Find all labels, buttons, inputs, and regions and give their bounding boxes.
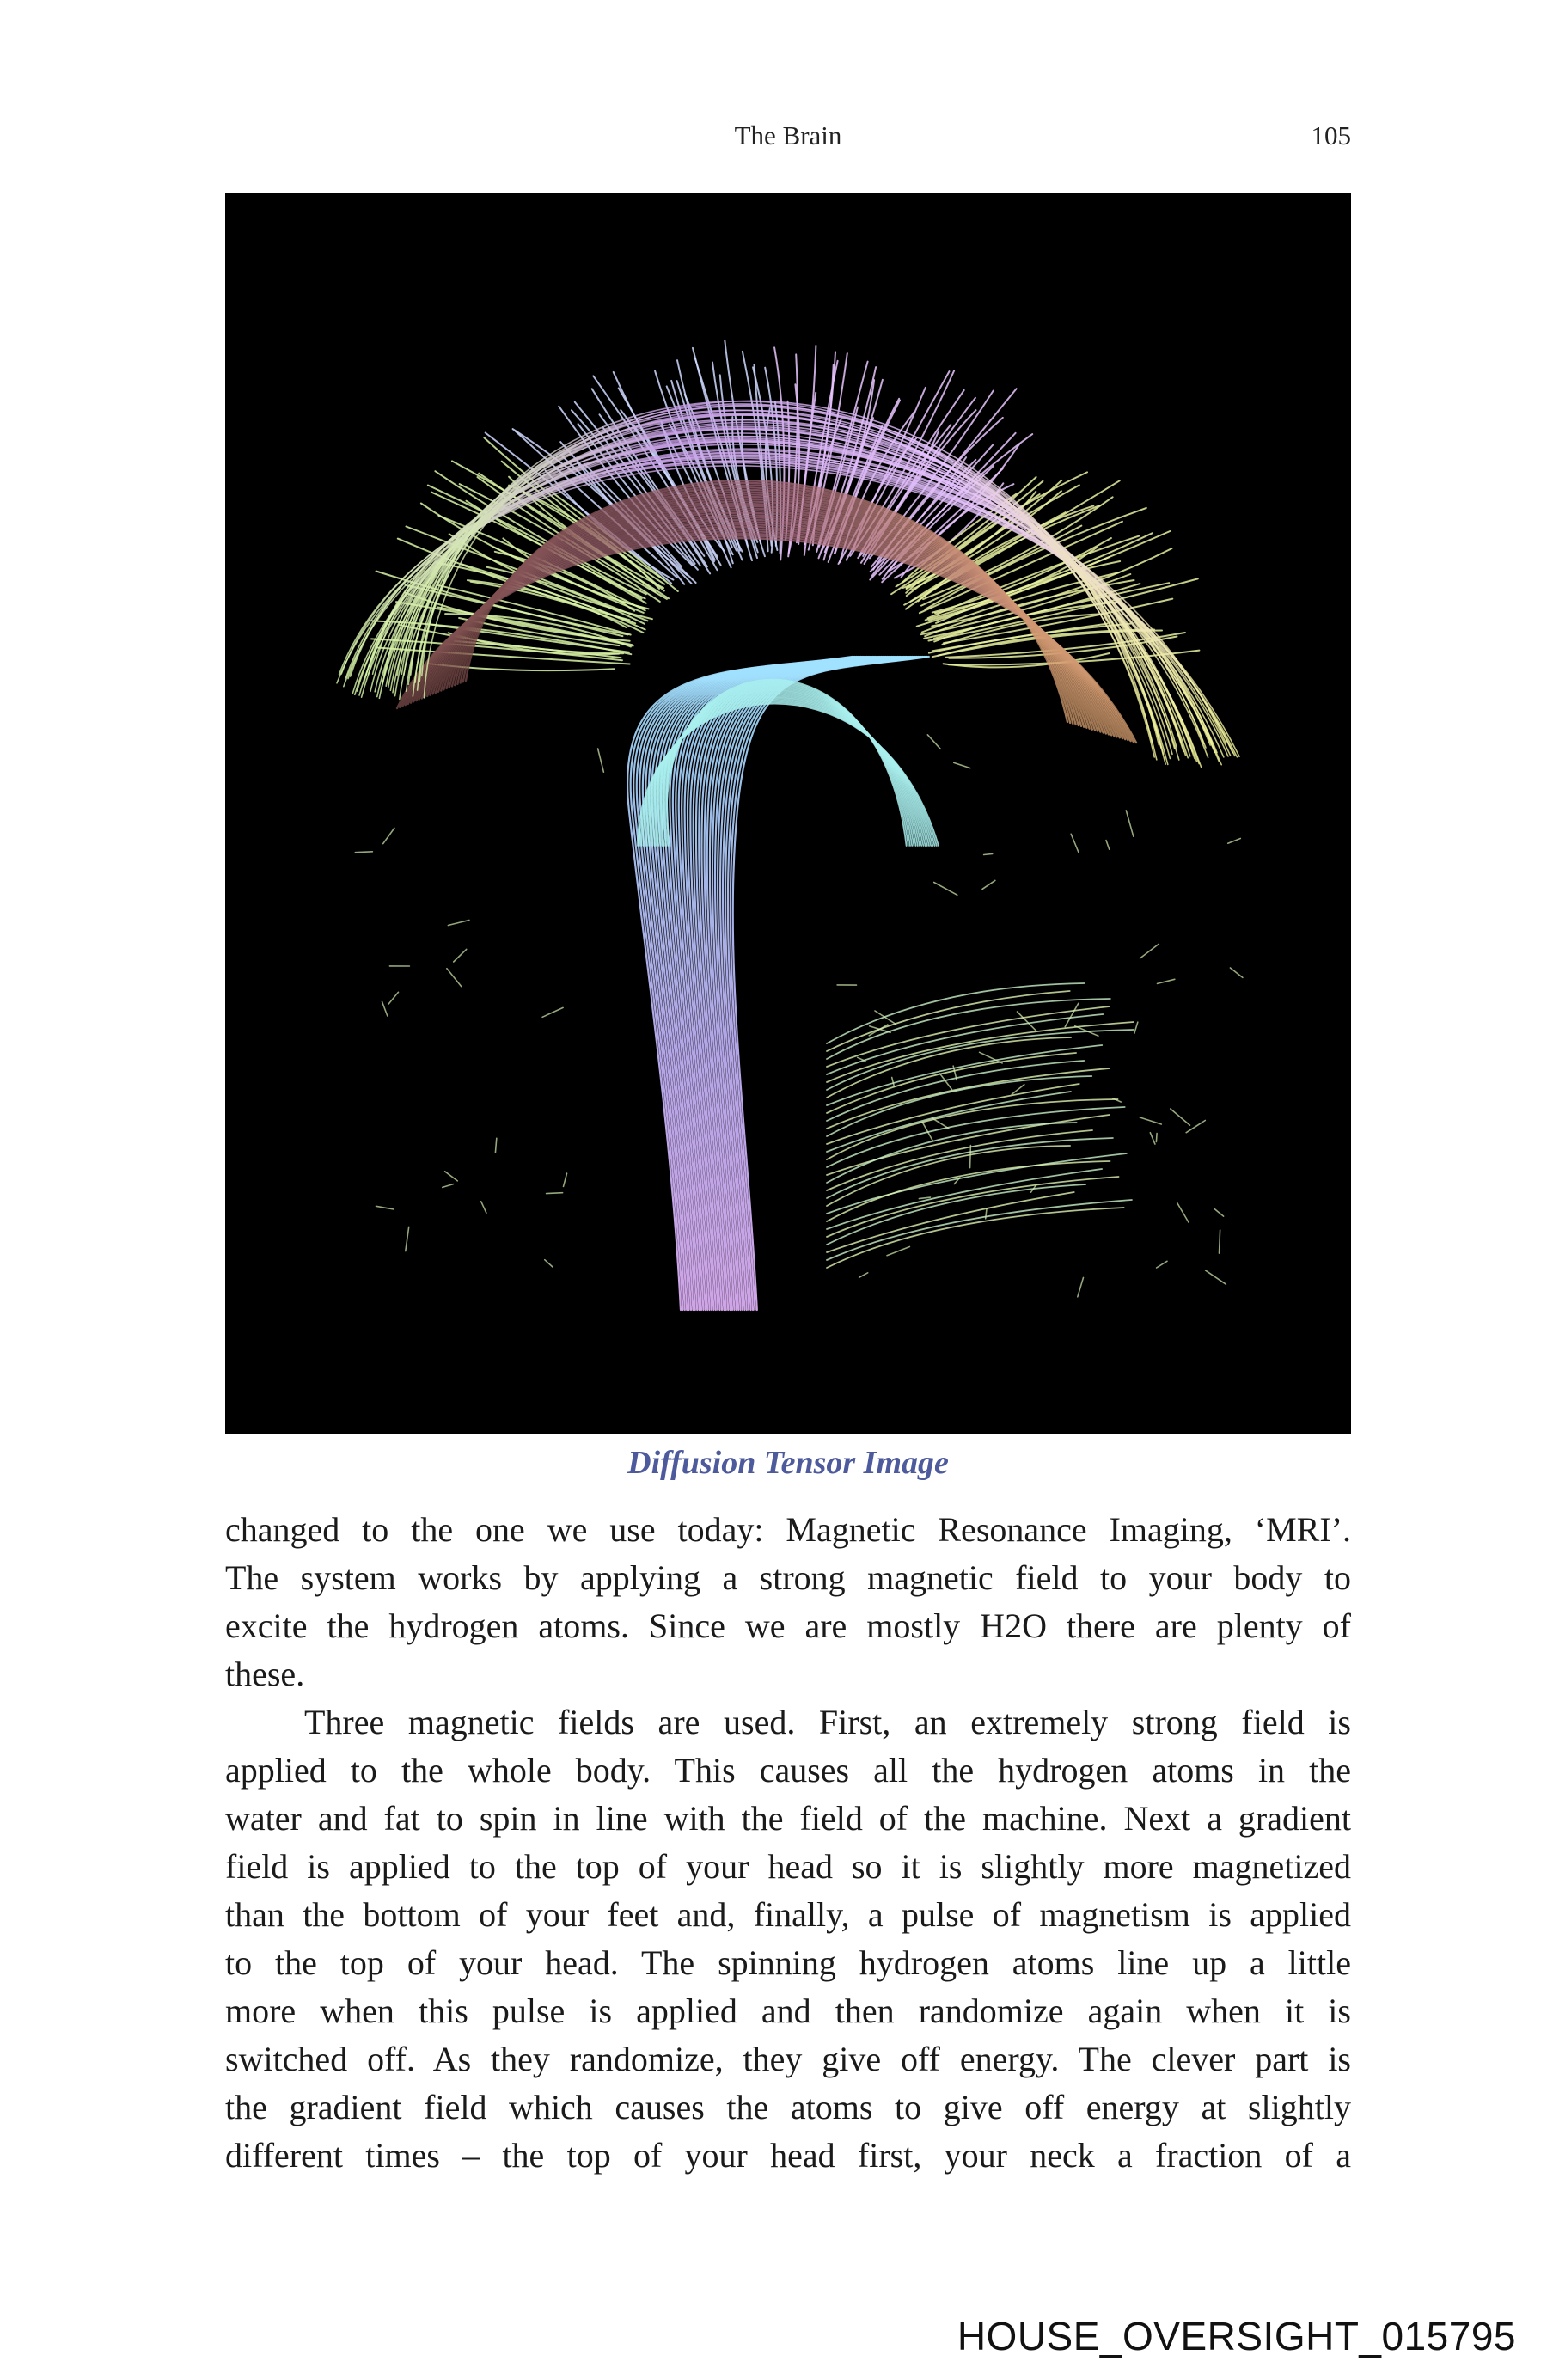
- diffusion-tensor-image: [225, 193, 1351, 1434]
- bates-number: HOUSE_OVERSIGHT_015795: [957, 2314, 1516, 2359]
- fiber-fragment: [927, 735, 940, 749]
- fiber-fragment: [859, 1273, 868, 1278]
- body-text: [225, 1506, 1351, 2180]
- fiber-fragment: [1071, 834, 1079, 852]
- fiber-fragment: [445, 1172, 458, 1181]
- fiber-fragment: [447, 969, 462, 987]
- text-line: excite the hydrogen atoms. Since we are mostly H2O there are plenty of: [225, 1606, 1351, 1645]
- page-number: 105: [1311, 120, 1351, 150]
- fiber-fragment: [481, 1202, 486, 1213]
- fiber-fragment: [382, 1001, 388, 1016]
- fiber-fragment: [954, 762, 970, 768]
- text-line: switched off. As they randomize, they give off energy. The clever part is: [225, 2040, 1351, 2078]
- fiber-fragment: [383, 828, 394, 843]
- text-line: different times – the top of your head first, your neck a fraction of a: [225, 2136, 1351, 2175]
- fiber-fragment: [1186, 1121, 1205, 1133]
- text-line: field is applied to the top of your head so it is slightly more magnetized: [225, 1847, 1351, 1886]
- text-line: water and fat to spin in line with the field of the machine. Next a gradient: [225, 1799, 1351, 1838]
- fiber-fragment: [448, 921, 469, 926]
- fiber-fragment: [982, 880, 995, 889]
- fiber-fragment: [1126, 811, 1134, 836]
- fornix-fiber: [656, 689, 920, 846]
- fiber-fragment: [1171, 1109, 1190, 1125]
- fiber-fragment: [547, 1193, 563, 1194]
- fiber-fragment: [542, 1007, 563, 1017]
- running-head: [225, 120, 1351, 163]
- text-line: applied to the whole body. This causes all the hydrogen atoms in the: [225, 1751, 1351, 1790]
- brainstem-fiber: [725, 657, 923, 1310]
- fiber-fragment: [1206, 1270, 1226, 1284]
- fiber-fragment: [1230, 968, 1243, 977]
- fiber-fragment: [1078, 1277, 1084, 1296]
- fiber-fragment: [454, 949, 467, 962]
- fiber-fragment: [1134, 1022, 1138, 1033]
- cerebellar-fiber: [827, 1200, 1132, 1260]
- fiber-fragment: [1156, 1134, 1157, 1142]
- fiber-fragment: [984, 853, 993, 854]
- fiber-fragment: [1065, 1003, 1079, 1026]
- text-line: changed to the one we use today: Magnetic Resonance Imaging, ‘MRI’.: [225, 1510, 1351, 1549]
- text-line: the gradient field which causes the atoms to give off energy at slightly: [225, 2088, 1351, 2126]
- callosal-fiber: [402, 534, 1130, 741]
- fiber-fragment: [934, 883, 957, 896]
- fiber-fragment: [1158, 979, 1175, 983]
- fiber-fragment: [932, 1118, 949, 1129]
- fiber-fragment: [355, 852, 372, 853]
- fiber-fragment: [1177, 1203, 1189, 1223]
- fiber-fragment: [564, 1173, 567, 1186]
- text-line: Three magnetic fields are used. First, an extremely strong field is: [304, 1703, 1351, 1741]
- fiber-fragment: [376, 1206, 394, 1209]
- fiber-fragment: [1228, 839, 1241, 844]
- fiber-bundles: [337, 340, 1243, 1310]
- running-title: The Brain: [734, 120, 842, 150]
- fiber-fragment: [875, 1011, 896, 1024]
- text-line: to the top of your head. The spinning hydrogen atoms line up a little: [225, 1943, 1351, 1982]
- fiber-fragment: [1106, 841, 1110, 850]
- fiber-fragment: [598, 749, 604, 772]
- fiber-fragment: [1150, 1133, 1155, 1144]
- brainstem-fiber: [723, 657, 920, 1310]
- fiber-fragment: [1157, 1261, 1167, 1268]
- fiber-fragment: [443, 1184, 454, 1188]
- fiber-fragment: [1140, 1117, 1161, 1124]
- text-line: than the bottom of your feet and, finally, a pulse of magnetism is applied: [225, 1895, 1351, 1934]
- text-line: The system works by applying a strong magnetic field to your body to: [225, 1558, 1351, 1597]
- paragraph: [225, 1506, 1351, 1698]
- cerebellar-fiber: [827, 1030, 1134, 1090]
- paragraph: [225, 1698, 1351, 2180]
- cortical-fiber: [377, 648, 630, 664]
- text-line: more when this pulse is applied and then randomize again when it is: [225, 1991, 1351, 2030]
- cerebellar-fiber: [827, 1006, 1110, 1067]
- fiber-fragment: [1140, 944, 1159, 958]
- fiber-fragment: [970, 1146, 971, 1168]
- fiber-fragment: [892, 1078, 895, 1086]
- fiber-fragment: [545, 1260, 553, 1267]
- brain-tractography-illustration: [225, 193, 1351, 1434]
- fiber-fragment: [1214, 1208, 1224, 1216]
- figure-caption: Diffusion Tensor Image: [627, 1445, 949, 1481]
- fiber-fragment: [1018, 1012, 1036, 1031]
- fiber-fragment: [919, 1197, 930, 1199]
- fiber-fragment: [887, 1247, 909, 1256]
- fiber-fragment: [388, 992, 398, 1004]
- text-line: these.: [225, 1655, 305, 1693]
- fiber-fragment: [495, 1138, 496, 1153]
- fiber-fragment: [406, 1227, 409, 1251]
